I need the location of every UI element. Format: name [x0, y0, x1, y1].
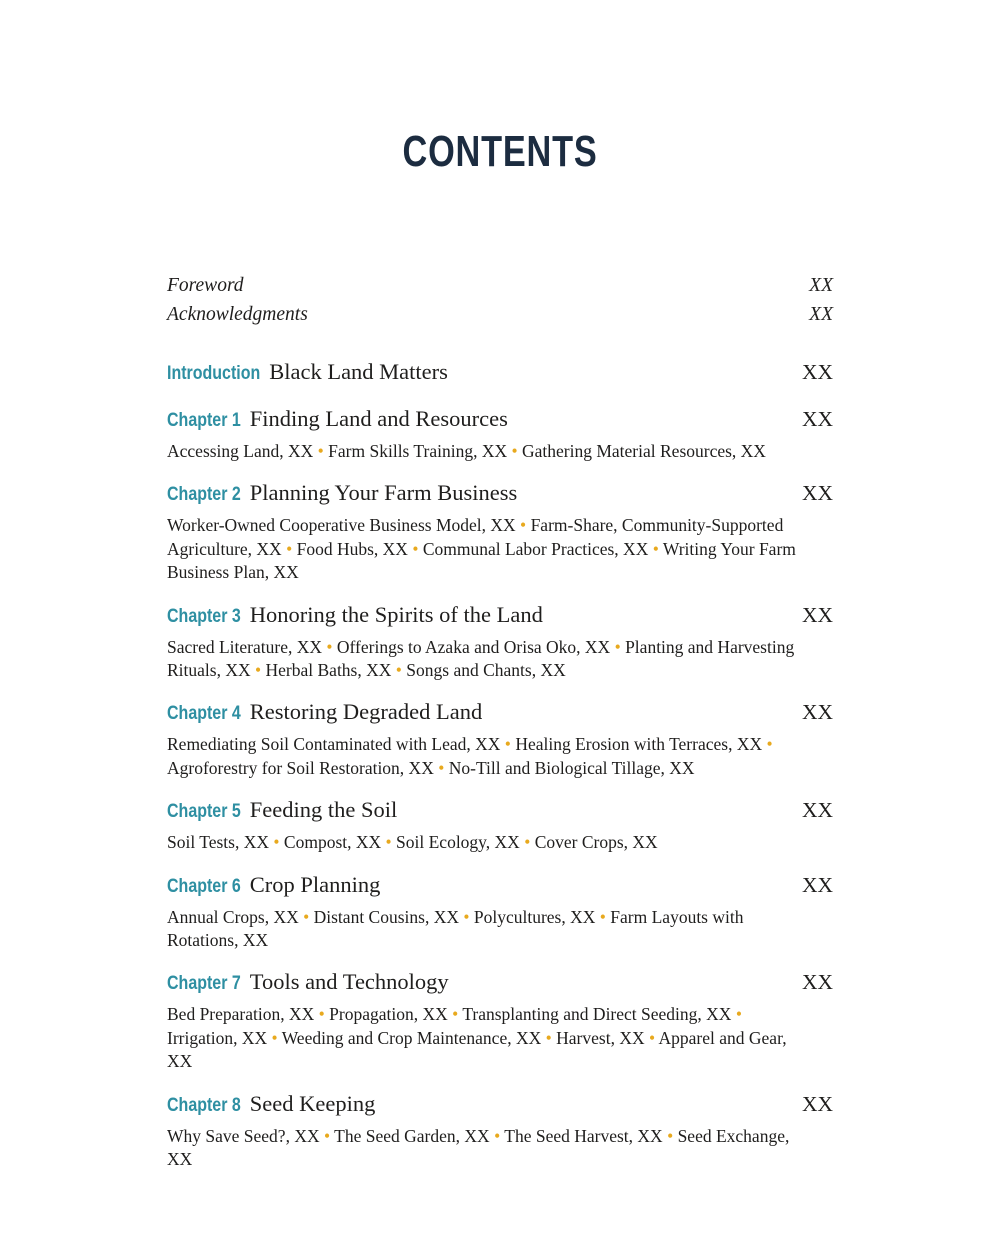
- front-matter-page-number: XX: [809, 304, 833, 325]
- topic-bullet-icon: •: [433, 757, 449, 778]
- topic-bullet-icon: •: [515, 515, 531, 536]
- chapter-page-number: XX: [801, 407, 833, 431]
- chapter-label: Chapter 2: [167, 483, 241, 506]
- topic-bullet-icon: •: [507, 441, 522, 461]
- topic: Bed Preparation, XX: [167, 1004, 315, 1025]
- topic-bullet-icon: •: [500, 734, 516, 755]
- topic: Writing Your Farm Business Plan, XX: [167, 538, 796, 583]
- chapter-label: Introduction: [167, 362, 261, 384]
- topic: Agroforestry for Soil Restoration, XX: [167, 757, 434, 778]
- toc-entry-head: [167, 1088, 833, 1121]
- toc-entry-head: [167, 403, 833, 436]
- chapter-label: Chapter 8: [167, 1093, 241, 1116]
- title-row: [0, 0, 1000, 187]
- toc-entry-head: [167, 966, 833, 999]
- chapter-topics: [167, 636, 807, 683]
- chapter-label: Chapter 5: [167, 800, 241, 823]
- toc-entry: [167, 966, 833, 1073]
- chapter-page-number: XX: [801, 360, 833, 384]
- front-matter-label: Acknowledgments: [167, 304, 308, 325]
- topic-bullet-icon: •: [447, 1004, 463, 1025]
- chapter-topics: [167, 1003, 807, 1073]
- topic: Transplanting and Direct Seeding, XX: [462, 1004, 732, 1025]
- toc-entry: [167, 1088, 833, 1172]
- toc-entries: [167, 356, 833, 1172]
- chapter-page-number: XX: [801, 602, 833, 627]
- topic-bullet-icon: •: [644, 1027, 659, 1048]
- topic-bullet-icon: •: [319, 1125, 335, 1146]
- topic-bullet-icon: •: [314, 1004, 330, 1025]
- topic: Sacred Literature, XX: [167, 636, 322, 657]
- topic: Farm Skills Training, XX: [328, 441, 508, 461]
- toc-entry: [167, 477, 833, 584]
- front-matter-row: [167, 300, 833, 329]
- toc-entry-head: [167, 696, 833, 729]
- chapter-topics: [167, 1125, 807, 1172]
- topic: Harvest, XX: [556, 1027, 645, 1048]
- topic-bullet-icon: •: [267, 1027, 282, 1048]
- topic: Compost, XX: [283, 832, 382, 853]
- chapter-title: Black Land Matters: [269, 359, 448, 384]
- chapter-title: Finding Land and Resources: [249, 406, 508, 431]
- topic: Why Save Seed?, XX: [167, 1125, 320, 1146]
- toc-entry-head: [167, 356, 833, 389]
- topic-bullet-icon: •: [731, 1004, 742, 1025]
- topic: The Seed Harvest, XX: [504, 1125, 663, 1146]
- topic: Remediating Soil Contaminated with Lead, XX: [167, 734, 501, 755]
- chapter-title: Feeding the Soil: [249, 797, 398, 823]
- chapter-title: Crop Planning: [249, 871, 381, 897]
- topic: Distant Cousins, XX: [313, 906, 459, 927]
- chapter-title: Planning Your Farm Business: [249, 480, 518, 506]
- topic: Songs and Chants, XX: [406, 660, 566, 681]
- toc-entry-head: [167, 599, 833, 632]
- topic-bullet-icon: •: [610, 636, 626, 657]
- front-matter-row: [167, 271, 833, 300]
- chapter-title: Tools and Technology: [249, 969, 449, 995]
- chapter-label: Chapter 7: [167, 972, 241, 995]
- topic: Weeding and Crop Maintenance, XX: [281, 1027, 542, 1048]
- table-of-contents: [167, 271, 833, 1172]
- front-matter-label: Foreword: [167, 275, 244, 296]
- toc-entry-head: [167, 477, 833, 510]
- topic-bullet-icon: •: [595, 906, 611, 927]
- topic-bullet-icon: •: [322, 636, 337, 657]
- topic: Polycultures, XX: [473, 906, 596, 927]
- topic-bullet-icon: •: [458, 906, 474, 927]
- chapter-label: Chapter 3: [167, 604, 241, 627]
- chapter-page-number: XX: [801, 700, 833, 725]
- topic-bullet-icon: •: [762, 734, 773, 755]
- toc-entry-head: [167, 794, 833, 827]
- topic-bullet-icon: •: [391, 660, 407, 681]
- topic: Farm-Share, Community-Supported Agriculture, XX: [167, 515, 784, 559]
- toc-entry: [167, 869, 833, 953]
- topic: Food Hubs, XX: [296, 538, 408, 559]
- chapter-label: Chapter 6: [167, 874, 241, 897]
- topic: Offerings to Azaka and Orisa Oko, XX: [336, 636, 611, 657]
- topic-bullet-icon: •: [489, 1125, 505, 1146]
- topic: Worker-Owned Cooperative Business Model, XX: [167, 515, 516, 536]
- front-matter-page-number: XX: [809, 275, 833, 296]
- toc-entry: [167, 794, 833, 854]
- topic: Seed Exchange, XX: [167, 1125, 790, 1170]
- chapter-page-number: XX: [801, 798, 833, 823]
- topic: The Seed Garden, XX: [334, 1125, 490, 1146]
- topic-bullet-icon: •: [298, 906, 314, 927]
- toc-entry: [167, 599, 833, 683]
- topic: Soil Tests, XX: [167, 832, 270, 853]
- chapter-title: Seed Keeping: [249, 1090, 376, 1116]
- topic: No-Till and Biological Tillage, XX: [448, 757, 695, 778]
- toc-entry: [167, 403, 833, 463]
- chapter-page-number: XX: [801, 970, 833, 995]
- topic-bullet-icon: •: [662, 1125, 678, 1146]
- toc-entry: [167, 356, 833, 389]
- chapter-title: Honoring the Spirits of the Land: [249, 601, 543, 627]
- chapter-topics: [167, 440, 807, 463]
- topic-bullet-icon: •: [519, 832, 535, 853]
- topic: Propagation, XX: [329, 1004, 448, 1025]
- topic: Irrigation, XX: [167, 1027, 268, 1048]
- topic: Planting and Harvesting Rituals, XX: [167, 636, 795, 681]
- topic: Accessing Land, XX: [167, 441, 314, 461]
- chapter-page-number: XX: [801, 872, 833, 897]
- topic-bullet-icon: •: [281, 538, 297, 559]
- toc-entry: [167, 696, 833, 780]
- chapter-page-number: XX: [801, 481, 833, 506]
- front-matter: [167, 271, 833, 329]
- topic-bullet-icon: •: [648, 538, 663, 559]
- topic: Healing Erosion with Terraces, XX: [515, 734, 763, 755]
- chapter-label: Chapter 1: [167, 409, 241, 431]
- chapter-topics: [167, 906, 807, 953]
- chapter-label: Chapter 4: [167, 702, 241, 725]
- topic: Soil Ecology, XX: [396, 832, 520, 853]
- topic: Apparel and Gear, XX: [167, 1027, 787, 1072]
- topic: Annual Crops, XX: [167, 906, 299, 927]
- chapter-topics: [167, 831, 807, 854]
- topic: Cover Crops, XX: [534, 832, 658, 853]
- chapter-title: Restoring Degraded Land: [249, 699, 483, 725]
- topic-bullet-icon: •: [541, 1027, 557, 1048]
- topic: Herbal Baths, XX: [265, 660, 392, 681]
- topic-bullet-icon: •: [407, 538, 423, 559]
- topic: Communal Labor Practices, XX: [422, 538, 649, 559]
- topic-bullet-icon: •: [269, 832, 284, 853]
- topic-bullet-icon: •: [313, 441, 329, 461]
- topic-bullet-icon: •: [381, 832, 397, 853]
- chapter-page-number: XX: [801, 1091, 833, 1116]
- page-title: CONTENTS: [402, 127, 598, 176]
- toc-entry-head: [167, 869, 833, 902]
- topic: Gathering Material Resources, XX: [522, 441, 766, 461]
- chapter-topics: [167, 514, 807, 584]
- chapter-topics: [167, 733, 807, 780]
- topic: Farm Layouts with Rotations, XX: [167, 906, 744, 951]
- topic-bullet-icon: •: [250, 660, 266, 681]
